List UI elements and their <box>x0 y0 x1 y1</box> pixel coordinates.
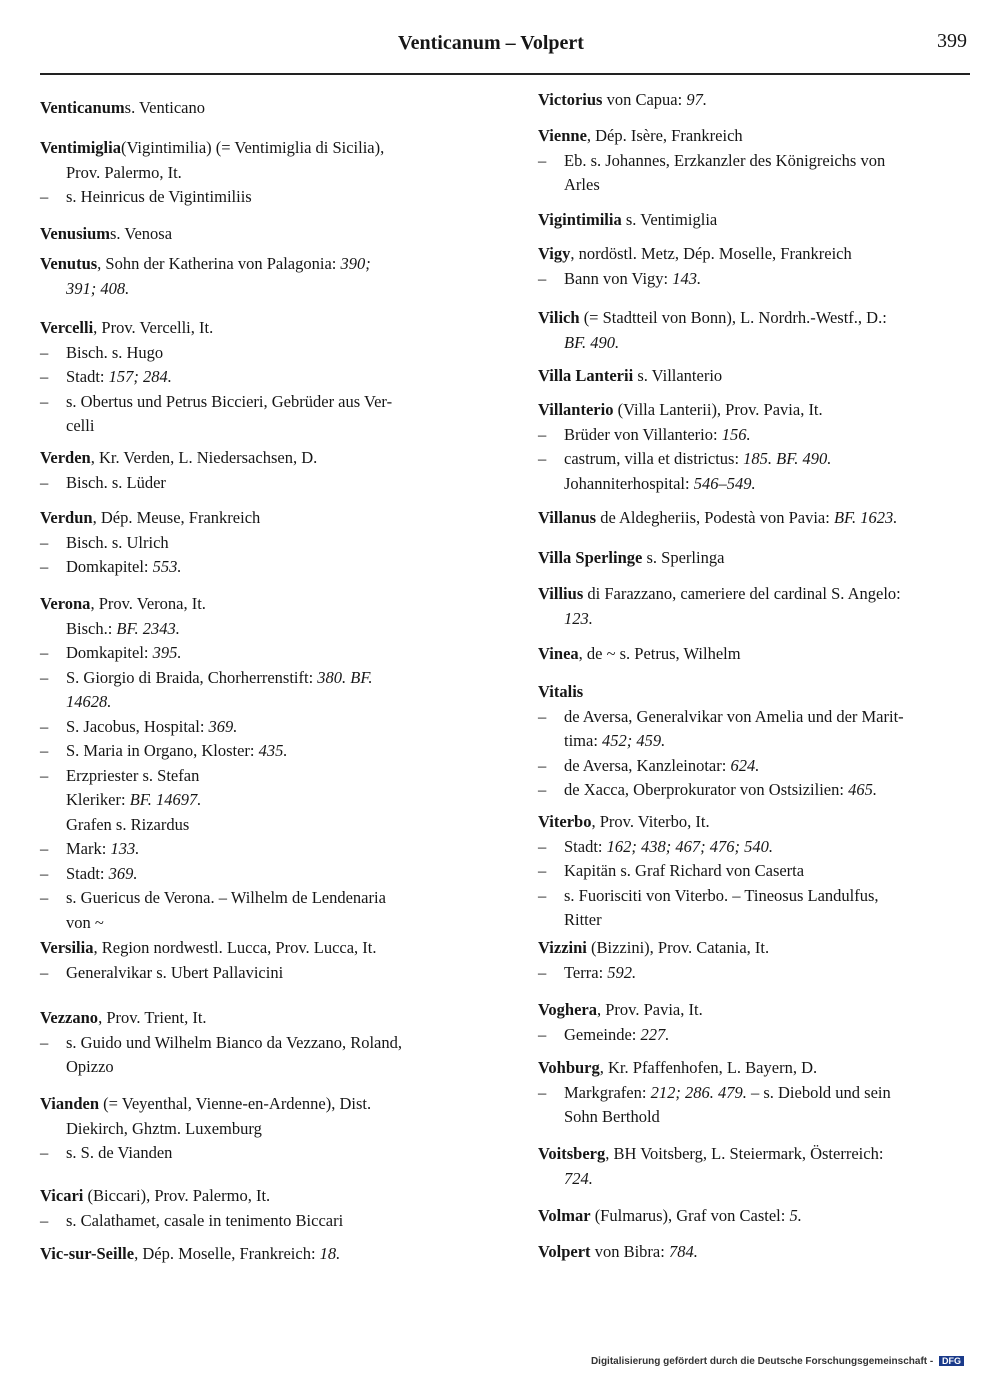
entry-text: (Villa Lanterii), Prov. Pavia, It. <box>613 400 823 419</box>
subentry-dash: – <box>40 1032 49 1052</box>
entry-line <box>40 936 377 961</box>
entry-text: Ritter <box>564 910 602 929</box>
entry-line <box>538 506 897 531</box>
entry-text: s. Fuorisciti von Viterbo. – Tineosus Landulfus, <box>564 885 879 905</box>
entry-line <box>538 88 707 113</box>
entry-text: , Prov. Viterbo, It. <box>591 812 710 831</box>
index-entry <box>538 124 885 198</box>
entry-text: Bann von Vigy: <box>564 268 673 288</box>
entry-line <box>40 555 260 580</box>
page-reference: 435. <box>258 741 288 760</box>
page-reference: 123. <box>564 608 593 628</box>
entry-line <box>40 1092 371 1117</box>
entry-line <box>40 341 392 366</box>
entry-line <box>40 365 392 390</box>
entry-line <box>40 961 377 986</box>
index-entry <box>40 96 205 121</box>
page-reference: 185. BF. 490. <box>743 449 832 468</box>
index-entry <box>538 208 717 233</box>
entry-line <box>538 705 904 730</box>
entry-text: Opizzo <box>66 1057 114 1076</box>
entry-text: s. Guericus de Verona. – Wilhelm de Lendenaria <box>66 888 386 907</box>
subentry-dash: – <box>40 557 49 576</box>
entry-line <box>40 316 392 341</box>
entry-text: Stadt: <box>66 367 109 386</box>
page-reference: 97. <box>686 90 707 109</box>
index-entry <box>538 364 722 389</box>
entry-headword: Vic-sur-Seille <box>40 1244 135 1263</box>
subentry-dash: – <box>40 765 49 785</box>
entry-line <box>40 911 386 936</box>
entry-text: , Kr. Verden, L. Niedersachsen, D. <box>90 448 318 467</box>
entry-text: Mark: <box>66 839 111 858</box>
subentry-dash: – <box>40 472 49 492</box>
entry-line <box>40 1184 343 1209</box>
running-header: Venticanum – Volpert <box>398 32 584 54</box>
subentry-dash: – <box>40 962 49 982</box>
entry-text: , Prov. Trient, It. <box>98 1008 207 1027</box>
entry-text: (= Veyenthal, Vienne-en-Ardenne), Dist. <box>99 1094 372 1113</box>
entry-text: celli <box>66 416 95 435</box>
subentry-dash: – <box>538 861 547 880</box>
index-entry <box>538 398 831 496</box>
entry-headword: Verona <box>40 594 91 613</box>
page-reference: 391; 408. <box>66 278 130 298</box>
entry-line <box>40 715 386 740</box>
index-entry <box>40 446 317 495</box>
index-entry <box>40 506 260 580</box>
page-reference: BF. 490. <box>564 332 620 352</box>
entry-line <box>538 208 717 233</box>
entry-headword: Vianden <box>40 1094 99 1113</box>
index-entry <box>538 642 741 667</box>
subentry-dash: – <box>538 424 547 444</box>
subentry-dash: – <box>538 780 547 799</box>
page-reference: 18. <box>319 1244 341 1263</box>
entry-line <box>538 267 852 292</box>
page-reference: BF. 2343. <box>116 618 180 638</box>
entry-line <box>40 886 386 911</box>
entry-text: Bisch. s. Lüder <box>66 472 166 492</box>
entry-headword: Volmar <box>538 1206 591 1225</box>
entry-headword: Venutus <box>40 254 98 273</box>
page-reference: 546–549. <box>693 473 756 493</box>
entry-line <box>40 813 386 838</box>
subentry-dash: – <box>40 643 49 662</box>
entry-line <box>538 810 879 835</box>
entry-text: von ~ <box>66 912 104 932</box>
subentry-dash: – <box>538 962 547 982</box>
subentry-dash: – <box>40 839 49 858</box>
entry-headword: Vohburg <box>538 1058 600 1077</box>
entry-line <box>538 1023 703 1048</box>
index-entry <box>538 242 852 291</box>
index-entry <box>538 1240 698 1265</box>
entry-headword: Vizzini <box>538 938 587 957</box>
entry-line <box>40 666 386 691</box>
entry-line <box>538 1056 891 1081</box>
index-entry <box>40 936 377 985</box>
entry-headword: Volpert <box>538 1242 591 1261</box>
entry-text: tima: <box>564 731 603 750</box>
entry-line <box>40 252 371 277</box>
header-rule <box>40 73 970 75</box>
page-reference: 592. <box>607 962 637 982</box>
entry-line <box>538 331 887 356</box>
entry-text: Kapitän s. Graf Richard von Caserta <box>564 861 805 880</box>
entry-text: Bisch. s. Ulrich <box>66 532 169 552</box>
entry-text: Bisch. s. Hugo <box>66 342 164 362</box>
subentry-dash: – <box>40 667 49 687</box>
entry-text: s. Guido und Wilhelm Bianco da Vezzano, Roland, <box>66 1032 403 1052</box>
index-entry <box>538 1056 891 1130</box>
subentry-dash: – <box>40 187 49 206</box>
subentry-dash: – <box>40 741 49 760</box>
page-reference: 157; 284. <box>108 367 172 386</box>
entry-line <box>538 306 887 331</box>
entry-text: , Prov. Vercelli, It. <box>93 318 214 337</box>
entry-headword: Villanterio <box>538 400 614 419</box>
entry-headword: Vigy <box>538 244 571 263</box>
entry-line <box>538 173 885 198</box>
entry-text: s. Sperlinga <box>642 548 725 567</box>
entry-text: s. Calathamet, casale in tenimento Biccari <box>66 1210 344 1230</box>
entry-headword: Verden <box>40 448 91 467</box>
entry-text: Erzpriester s. Stefan <box>66 765 200 785</box>
entry-line <box>538 423 831 448</box>
subentry-dash: – <box>40 716 49 736</box>
page-reference: 380. BF. <box>317 667 373 687</box>
entry-line <box>538 936 769 961</box>
entry-text: Stadt: <box>564 836 607 856</box>
entry-line <box>538 1240 698 1265</box>
index-entry <box>40 1184 343 1233</box>
entry-headword: Victorius <box>538 90 603 109</box>
entry-headword: Villa Sperlinge <box>538 548 643 567</box>
entry-line <box>538 447 831 472</box>
subentry-dash: – <box>40 888 49 907</box>
page-reference: 133. <box>110 839 140 858</box>
page-reference: 156. <box>721 424 751 444</box>
entry-text: s. Villanterio <box>633 366 723 385</box>
index-entry <box>40 252 371 301</box>
index-entry <box>538 680 904 803</box>
subentry-dash: – <box>40 532 49 552</box>
page-reference: 624. <box>730 755 760 775</box>
entry-line <box>538 398 831 423</box>
entry-line <box>538 1081 891 1106</box>
page-reference: 227. <box>640 1024 670 1044</box>
page-reference: 395. <box>152 643 182 662</box>
entry-line <box>538 778 904 803</box>
entry-line <box>538 884 879 909</box>
entry-line <box>40 1006 402 1031</box>
entry-text: s. Venosa <box>110 224 173 243</box>
page-reference: BF. 14697. <box>129 790 202 809</box>
entry-line <box>40 390 392 415</box>
page-reference: 162; 438; 467; 476; 540. <box>606 836 773 856</box>
entry-line <box>40 788 386 813</box>
page-reference: 5. <box>789 1206 802 1225</box>
page-reference: 452; 459. <box>602 731 666 750</box>
entry-line <box>538 607 901 632</box>
subentry-dash: – <box>538 836 547 856</box>
entry-line <box>538 472 831 497</box>
entry-text: , Prov. Verona, It. <box>90 594 206 613</box>
index-entry <box>538 546 724 571</box>
entry-line <box>40 862 386 887</box>
entry-text: Bisch.: <box>66 618 117 638</box>
entry-text: di Farazzano, cameriere del cardinal S. Angelo: <box>583 584 901 603</box>
subentry-dash: – <box>40 342 49 362</box>
entry-line <box>538 1204 802 1229</box>
entry-headword: Ventimiglia <box>40 138 121 157</box>
entry-line <box>40 471 317 496</box>
page-reference: 369. <box>108 863 138 883</box>
page-reference: 784. <box>668 1242 698 1261</box>
entry-line <box>40 277 371 302</box>
entry-line <box>538 1142 883 1167</box>
entry-headword: Voghera <box>538 1000 597 1019</box>
subentry-dash: – <box>538 1024 547 1044</box>
entry-line <box>538 1105 891 1130</box>
subentry-dash: – <box>40 1210 49 1230</box>
entry-text: Arles <box>564 175 600 194</box>
entry-headword: Viterbo <box>538 812 592 831</box>
footer-text: Digitalisierung gefördert durch die Deutsche Forschungsgemeinschaft - <box>590 1356 934 1367</box>
entry-line <box>40 185 384 210</box>
entry-line <box>538 835 879 860</box>
entry-headword: Vicari <box>40 1186 84 1205</box>
entry-line <box>538 908 879 933</box>
entry-text: Brüder von Villanterio: <box>564 424 722 444</box>
index-entry <box>538 810 879 933</box>
subentry-dash: – <box>40 367 49 386</box>
entry-text: , Dép. Meuse, Frankreich <box>92 508 261 527</box>
entry-line <box>40 739 386 764</box>
index-entry <box>40 1242 340 1267</box>
page-number: 399 <box>937 30 967 52</box>
entry-text: , Dép. Moselle, Frankreich: <box>134 1244 320 1263</box>
index-entry <box>40 1092 371 1166</box>
entry-text: , Dép. Isère, Frankreich <box>586 126 743 145</box>
page-reference: 465. <box>848 780 877 799</box>
entry-text: Stadt: <box>66 863 109 883</box>
entry-text: S. Maria in Organo, Kloster: <box>66 741 259 760</box>
entry-line <box>40 446 317 471</box>
entry-line <box>538 680 904 705</box>
index-entry <box>538 1142 883 1191</box>
entry-line <box>40 1209 343 1234</box>
entry-line <box>40 592 386 617</box>
subentry-dash: – <box>538 885 547 905</box>
page-reference: 369. <box>208 716 238 736</box>
entry-headword: Vienne <box>538 126 587 145</box>
index-entry <box>538 998 703 1047</box>
entry-text: s. Venticano <box>124 98 206 117</box>
entry-headword: Vercelli <box>40 318 94 337</box>
entry-line <box>40 641 386 666</box>
footer-credit <box>591 1356 964 1367</box>
entry-headword: Vigintimilia <box>538 210 622 229</box>
entry-text: Prov. Palermo, It. <box>66 162 182 182</box>
page-reference: BF. 1623. <box>833 508 898 527</box>
entry-text: , nordöstl. Metz, Dép. Moselle, Frankreich <box>570 244 852 263</box>
entry-line <box>40 1031 402 1056</box>
entry-text: S. Giorgio di Braida, Chorherrenstift: <box>66 667 318 687</box>
entry-line <box>538 242 852 267</box>
index-entry <box>538 306 887 355</box>
entry-text: Domkapitel: <box>66 643 153 662</box>
entry-text: , Kr. Pfaffenhofen, L. Bayern, D. <box>599 1058 818 1077</box>
entry-text: s. Ventimiglia <box>621 210 718 229</box>
entry-line <box>538 642 741 667</box>
entry-line <box>40 1141 371 1166</box>
entry-text: de Aversa, Kanzleinotar: <box>564 755 731 775</box>
subentry-dash: – <box>538 706 547 726</box>
index-entry <box>538 582 901 631</box>
entry-text: – s. Diebold und sein <box>746 1082 891 1102</box>
subentry-dash: – <box>538 268 547 288</box>
entry-text: Eb. s. Johannes, Erzkanzler des Königreichs von <box>564 150 886 170</box>
entry-text: de Xacca, Oberprokurator von Ostsizilien: <box>564 780 849 799</box>
subentry-dash: – <box>40 863 49 883</box>
entry-text: Kleriker: <box>66 790 130 809</box>
entry-line <box>40 414 392 439</box>
page-reference: 212; 286. 479. <box>650 1082 747 1102</box>
entry-text: (Bizzini), Prov. Catania, It. <box>586 938 770 957</box>
entry-headword: Villa Lanterii <box>538 366 634 385</box>
entry-line <box>538 961 769 986</box>
entry-headword: Versilia <box>40 938 94 957</box>
entry-line <box>538 582 901 607</box>
subentry-dash: – <box>538 150 547 170</box>
entry-text: , Sohn der Katherina von Palagonia: <box>97 254 341 273</box>
entry-line <box>538 364 722 389</box>
page-reference: 724. <box>564 1168 593 1188</box>
entry-line <box>538 1167 883 1192</box>
entry-headword: Venticanum <box>40 98 125 117</box>
entry-line <box>40 1117 371 1142</box>
entry-text: Johanniterhospital: <box>564 473 694 493</box>
entry-headword: Vinea <box>538 644 579 663</box>
entry-text: , Region nordwestl. Lucca, Prov. Lucca, It. <box>93 938 377 957</box>
index-entry <box>40 1006 402 1080</box>
entry-text: (Biccari), Prov. Palermo, It. <box>83 1186 271 1205</box>
entry-text: von Bibra: <box>590 1242 669 1261</box>
entry-line <box>40 837 386 862</box>
entry-text: castrum, villa et districtus: <box>564 449 744 468</box>
index-entry <box>40 222 172 247</box>
subentry-dash: – <box>40 1143 49 1162</box>
entry-line <box>40 506 260 531</box>
entry-text: Grafen s. Rizardus <box>66 814 190 834</box>
entry-line <box>40 764 386 789</box>
dfg-logo: DFG <box>939 1356 964 1366</box>
page-reference: 14628. <box>66 692 112 711</box>
entry-line <box>40 690 386 715</box>
entry-line <box>40 136 384 161</box>
entry-headword: Vitalis <box>538 682 584 701</box>
entry-line <box>538 149 885 174</box>
entry-text: Sohn Berthold <box>564 1107 660 1126</box>
subentry-dash: – <box>538 1082 547 1102</box>
entry-text: Markgrafen: <box>564 1082 651 1102</box>
entry-text: Terra: <box>564 962 608 982</box>
index-entry <box>40 316 392 439</box>
entry-line <box>40 96 205 121</box>
index-entry <box>40 136 384 210</box>
entry-text: von Capua: <box>602 90 687 109</box>
entry-text: Diekirch, Ghztm. Luxemburg <box>66 1118 262 1138</box>
page-reference: 390; <box>340 254 371 273</box>
entry-line <box>40 617 386 642</box>
page-reference: 553. <box>152 557 182 576</box>
entry-line <box>538 859 879 884</box>
entry-headword: Villanus <box>538 508 597 527</box>
entry-headword: Vezzano <box>40 1008 99 1027</box>
index-entry <box>538 506 897 531</box>
entry-text: Gemeinde: <box>564 1024 641 1044</box>
entry-text: (Fulmarus), Graf von Castel: <box>590 1206 790 1225</box>
entry-text: , de ~ s. Petrus, Wilhelm <box>578 644 741 663</box>
entry-line <box>538 754 904 779</box>
entry-text: de Aversa, Generalvikar von Amelia und der Marit- <box>564 706 904 726</box>
subentry-dash: – <box>538 449 547 468</box>
entry-line <box>40 1055 402 1080</box>
subentry-dash: – <box>40 391 49 411</box>
entry-text: s. Heinricus de Vigintimiliis <box>66 187 252 206</box>
index-entry <box>538 1204 802 1229</box>
entry-text: (= Stadtteil von Bonn), L. Nordrh.-Westf., D.: <box>579 308 887 327</box>
entry-text: S. Jacobus, Hospital: <box>66 716 209 736</box>
entry-line <box>40 1242 340 1267</box>
subentry-dash: – <box>538 755 547 775</box>
entry-text: , Prov. Pavia, It. <box>596 1000 703 1019</box>
entry-headword: Venusium <box>40 224 111 243</box>
entry-text: de Aldegheriis, Podestà von Pavia: <box>596 508 834 527</box>
index-entry <box>538 936 769 985</box>
entry-line <box>538 124 885 149</box>
entry-headword: Verdun <box>40 508 93 527</box>
entry-text: Domkapitel: <box>66 557 153 576</box>
entry-headword: Voitsberg <box>538 1144 606 1163</box>
index-entry <box>538 88 707 113</box>
entry-text: s. Obertus und Petrus Biccieri, Gebrüder aus Ver- <box>66 391 393 411</box>
entry-line <box>538 546 724 571</box>
entry-headword: Vilich <box>538 308 580 327</box>
page-reference: 143. <box>672 268 702 288</box>
entry-line <box>538 729 904 754</box>
entry-headword: Villius <box>538 584 584 603</box>
entry-line <box>40 161 384 186</box>
entry-line <box>538 998 703 1023</box>
entry-line <box>40 531 260 556</box>
entry-text: , BH Voitsberg, L. Steiermark, Österreich: <box>605 1144 884 1163</box>
entry-text: s. S. de Vianden <box>66 1143 173 1162</box>
entry-text: Generalvikar s. Ubert Pallavicini <box>66 962 284 982</box>
entry-line <box>40 222 172 247</box>
entry-text: (Vigintimilia) (= Ventimiglia di Sicilia), <box>120 138 385 157</box>
index-entry <box>40 592 386 935</box>
